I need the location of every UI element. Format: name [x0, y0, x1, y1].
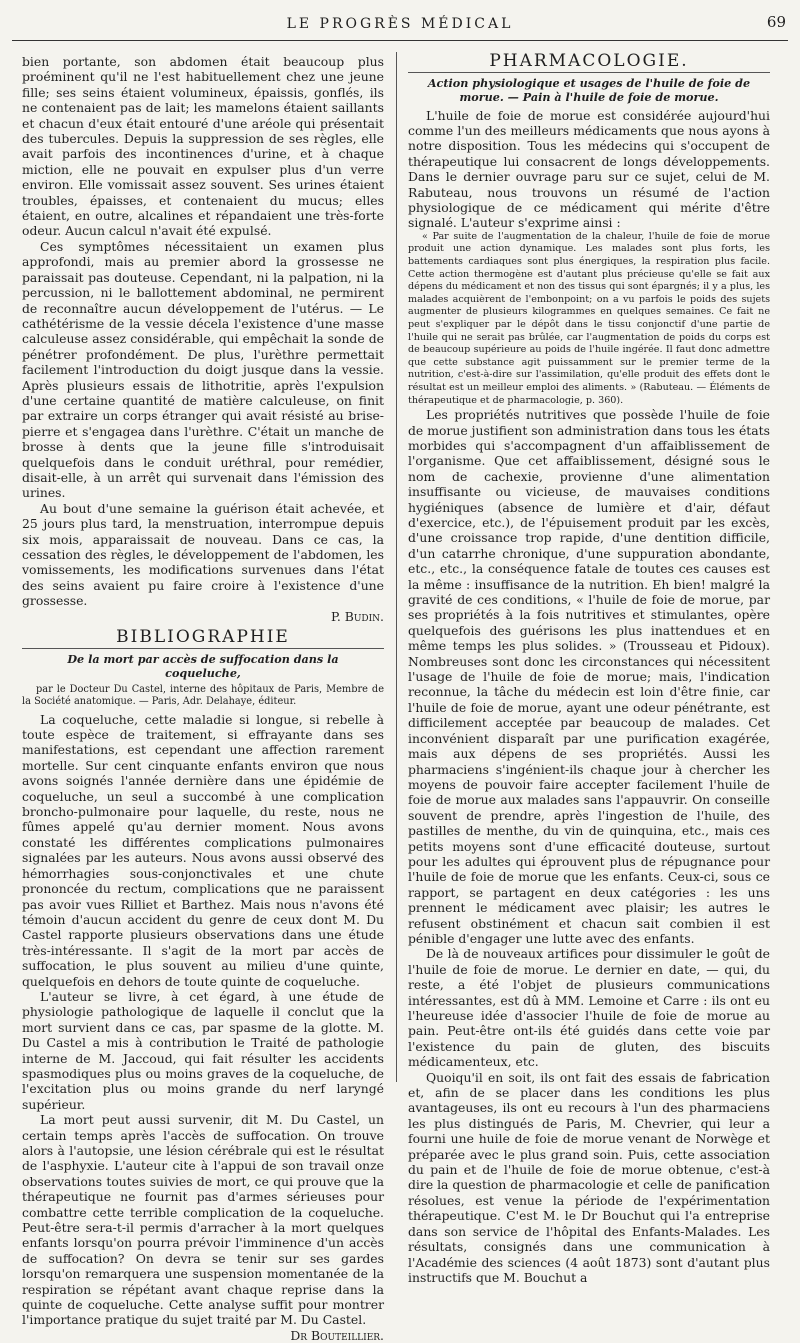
right-column — [408, 51, 771, 1285]
author-signature: Dr Bouteillier. — [290, 1327, 384, 1343]
column-divider — [396, 52, 397, 1082]
running-header — [12, 12, 788, 41]
paragraph: L'auteur se livre, à cet égard, à une étude de physiologie pathologique de laquelle il conclut que la mort survient dans ce cas, par spasme de la glotte. M. Du Castel a mis à contribution le Traité de pathologie interne de M. Jaccoud, qui fait résulter les accidents spasmodiques plus ou moins graves de la coqueluche, de l'excitation plus ou moins grande du nerf laryngé supérieur. — [22, 988, 384, 1112]
left-column — [22, 54, 384, 1343]
author-signature: P. Budin. — [331, 608, 384, 624]
paragraph: Au bout d'une semaine la guérison était achevée, et 25 jours plus tard, la menstruation, interrompue depuis six mois, apparaissait de nouveau. Dans ce cas, la cessation des règles, le développement de l'abdomen, les vomissements, les modifications survenues dans l'état des seins avaient pu faire croire à l'existence d'une grossesse. — [22, 500, 384, 609]
quote-text: « Par suite de l'augmentation de la chaleur, l'huile de foie de morue produit une action dynamique. Les malades sont plus forts, les battements cardiaques sont plus énergiques, la respiration plus facile. Cette action thermogène est d'autant plus précieuse qu'elle se fait aux dépens du médicament et non des tissus qui sont épargnés; il y a plus, les malades acquièrent de l'embonpoint; on a vu parfois le poids des sujets augmenter de plusieurs kilogrammes en quelques semaines. Ce fait ne peut s'expliquer par le dépôt dans le tissu conjonctif d'une partie de l'huile qui ne serait pas brûlée, car l'augmentation de poids du corps est de beaucoup supérieure au poids de l'huile ingérée. Il faut donc admettre que cette substance agit puissamment sur le premier terme de la nutrition, c'est-à-dire sur l'assimilation, qu'elle produit des effets dont le résultat est un meilleur emploi des aliments. » (Rabuteau. — Éléments de thérapeutique et de pharmacologie, p. 360). — [408, 230, 770, 406]
paragraph: L'huile de foie de morue est considérée aujourd'hui comme l'un des meilleurs médicaments que nous ayons à notre disposition. Tous les médecins qui s'occupent de thérapeutique lui consacrent de longs développements. Dans le dernier ouvrage paru sur ce sujet, celui de M. Rabuteau, nous trouvons un résumé de l'action physiologique de ce médicament qui mérite d'être signalé. L'auteur s'exprime ainsi : — [408, 107, 770, 231]
article-title: De la mort par accès de suffocation dans la coqueluche, — [67, 652, 339, 681]
page-number: 69 — [766, 13, 786, 31]
paragraph: Les propriétés nutritives que possède l'huile de foie de morue justifient son administration dans tous les états morbides qui s'accompagnent d'un affaiblissement de l'organisme. Que cet affaiblissement, désigné sous le nom de cachexie, provienne d'une alimentation insuffisante ou vicieuse, de mauvaises conditions hygiéniques (absence de lumière et d'air, défaut d'exercice, etc.), de l'épuisement produit par les excès, d'une croissance trop rapide, d'une dentition difficile, d'un catarrhe chronique, d'une suppuration abondante, etc., etc., la conséquence fatale de toutes ces causes est la même : insuffisance de la nutrition. Eh bien! malgré la gravité de ces conditions, « l'huile de foie de morue, par ses propriétés à la fois nutritives et stimulantes, opère quelquefois des guérisons les plus inattendues et en même temps les plus solides. » (Trousseau et Pidoux). Nombreuses sont donc les circonstances qui nécessitent l'usage de l'huile de foie de morue; mais, l'indication reconnue, la tâche du médecin est loin d'être finie, car l'huile de foie de morue, ayant une odeur pénétrante, est difficilement acceptée par beaucoup de malades. Cet inconvénient disparaît par une purification exagérée, mais aux dépens de ses propriétés. Aussi les pharmaciens s'ingénient-ils chaque jour à chercher les moyens de pouvoir faire accepter facilement l'huile de foie de morue aux malades sans l'appauvrir. On conseille souvent de prendre, après l'ingestion de l'huile, des pastilles de menthe, du vin de quinquina, etc., mais ces petits moyens sont d'une efficacité douteuse, surtout pour les adultes qui éprouvent plus de répugnance pour l'huile de foie de morue que les enfants. Ceux-ci, sous ce rapport, se partagent en deux catégories : les uns prennent le médicament avec plaisir; les autres le refusent obstinément et chacun sait combien il est pénible d'engager une lutte avec des enfants. — [408, 407, 770, 946]
article-title: Action physiologique et usages de l'huile de foie de morue. — Pain à l'huile de foie de morue. — [427, 76, 751, 104]
section-title-pharmacologie: PHARMACOLOGIE. — [408, 54, 770, 73]
paragraph: Ces symptômes nécessitaient un examen plus approfondi, mais au premier abord la grossesse ne paraissait pas douteuse. Cependant, ni la palpation, ni la percussion, ni le ballottement abdominal, ne permirent de reconnaître aucun développement de l'utérus. — Le cathétérisme de la vessie décela l'existence d'une masse calculeuse assez considérable, qui empêchait la sonde de pénétrer profondément. De plus, l'urèthre permettait facilement l'introduction du doigt jusque dans la vessie. Après plusieurs essais de lithotritie, après l'expulsion d'une certaine quantité de matière calculeuse, on finit par extraire un corps étranger qui avait résisté au brise-pierre et s'engagea dans l'urèthre. C'était un manche de brosse à dents que la jeune fille s'introduisait quelquefois dans le conduit uréthral, pour remédier, disait-elle, à un arrêt qui survenait dans l'émission des urines. — [22, 238, 384, 501]
paragraph: Quoiqu'il en soit, ils ont fait des essais de fabrication et, afin de se placer dans les conditions les plus avantageuses, ils ont eu recours à l'un des pharmaciens les plus distingués de Paris, M. Chevrier, qui leur a fourni une huile de foie de morue venant de Norwège et préparée avec le plus grand soin. Puis, cette association du pain et de l'huile de foie de morue obtenue, c'est-à dire la question de pharmacologie et celle de panification résolues, est venue la période de l'expérimentation thérapeutique. C'est M. le Dr Bouchut qui l'a entreprise dans son service de l'hôpital des Enfants-Malades. Les résultats, consignés dans une communication à l'Académie des sciences (4 août 1873) sont d'autant plus instructifs que M. Bouchut a — [408, 1069, 771, 1285]
section-title-bibliographie: BIBLIOGRAPHIE — [22, 630, 384, 649]
paragraph: La coqueluche, cette maladie si longue, si rebelle à toute espèce de traitement, si effrayante dans ses manifestations, est cependant une affection rarement mortelle. Sur cent cinquante enfants environ que nous avons soignés l'année dernière dans une épidémie de coqueluche, un seul a succombé à une complication broncho-pulmonaire pour laquelle, du reste, nous ne fûmes appelé qu'au dernier moment. Nous avons constaté les différentes complications pulmonaires signalées par les auteurs. Nous avons aussi observé des hémorrhagies sous-conjonctivales et une chute prononcée du rectum, complications que ne paraissent pas avoir vues Rilliet et Barthez. Mais nous n'avons été témoin d'aucun accident du genre de ceux dont M. Du Castel rapporte plusieurs observations dans une étude très-intéressante. Il s'agit de la mort par accès de suffocation, le plus souvent au milieu d'une quinte, quelquefois en dehors de toute quinte de coqueluche. — [22, 711, 384, 989]
paragraph: De là de nouveaux artifices pour dissimuler le goût de l'huile de foie de morue. Le dernier en date, — qui, du reste, a été l'objet de plusieurs communications intéressantes, est dû à MM. Lemoine et Carre : ils ont eu l'heureuse idée d'associer l'huile de foie de morue au pain. Peut-être ont-ils été guidés dans cette voie par l'existence du pain de gluten, des biscuits médicamenteux, etc. — [408, 946, 770, 1070]
journal-title: LE PROGRÈS MÉDICAL — [286, 16, 514, 32]
block-quote — [408, 231, 770, 407]
paragraph: La mort peut aussi survenir, dit M. Du Castel, un certain temps après l'accès de suffocation. On trouve alors à l'autopsie, une lésion cérébrale qui est le résultat de l'asphyxie. L'auteur cite à l'appui de son travail onze observations toutes suivies de mort, ce qui prouve que la thérapeutique ne fournit pas d'armes sérieuses pour combattre cette terrible complication de la coqueluche. Peut-être sera-t-il permis d'arracher à la mort quelques enfants lorsqu'on pourra prévoir l'imminence d'un accès de suffocation? On devra se tenir sur ses gardes lorsqu'on remarquera une suspension momentanée de la respiration se répétant avant chaque reprise dans la quinte de coqueluche. Cette analyse suffit pour montrer l'importance pratique du sujet traité par M. Du Castel. — [22, 1112, 384, 1328]
article-byline: par le Docteur Du Castel, interne des hôpitaux de Paris, Membre de la Société anatomique. — Paris, Adr. Delahaye, éditeur. — [22, 683, 384, 707]
paragraph: bien portante, son abdomen était beaucoup plus proéminent qu'il ne l'est habituellement chez une jeune fille; ses seins étaient volumineux, épaissis, gonflés, ils ne contenaient pas de lait; les mamelons étaient saillants et chacun d'eux était entouré d'une aréole qui présentait des tubercules. Depuis la suppression de ses règles, elle avait parfois des incontinences d'urine, et à chaque miction, elle ne pouvait en expulser plus d'un verre environ. Elle vomissait assez souvent. Ses urines étaient troubles, épaisses, et contenaient du mucus; elles étaient, en outre, alcalines et répandaient une très-forte odeur. Aucun calcul n'avait été expulsé. — [22, 54, 384, 239]
